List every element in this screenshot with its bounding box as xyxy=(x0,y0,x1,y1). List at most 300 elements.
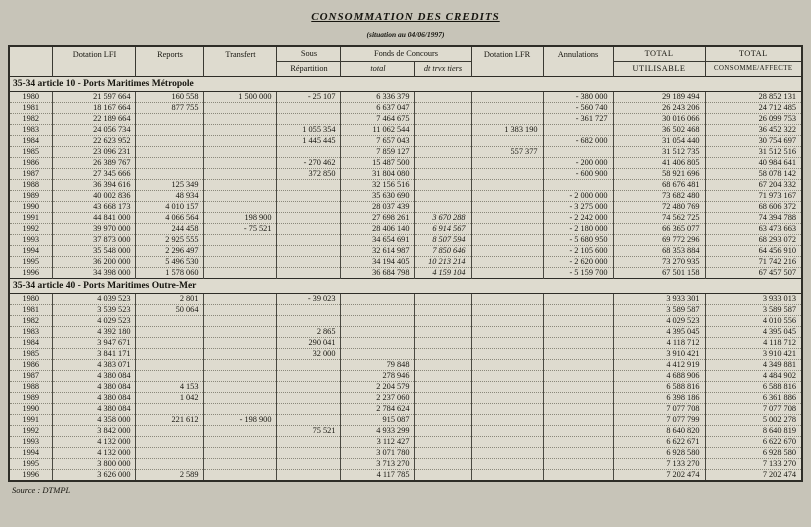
value-cell xyxy=(415,316,471,327)
year-cell: 1985 xyxy=(9,147,53,158)
value-cell xyxy=(136,349,204,360)
value-cell: 4 039 523 xyxy=(53,294,136,305)
value-cell xyxy=(277,316,341,327)
value-cell xyxy=(415,470,471,482)
value-cell: - 198 900 xyxy=(204,415,277,426)
value-cell xyxy=(277,180,341,191)
value-cell xyxy=(543,437,613,448)
value-cell xyxy=(277,257,341,268)
value-cell: 36 684 798 xyxy=(341,268,415,279)
value-cell xyxy=(136,360,204,371)
table-body xyxy=(9,77,802,482)
value-cell xyxy=(471,202,543,213)
value-cell: 79 848 xyxy=(341,360,415,371)
table-row xyxy=(9,360,802,371)
value-cell: 7 202 474 xyxy=(705,470,802,482)
value-cell xyxy=(204,470,277,482)
value-cell xyxy=(277,202,341,213)
value-cell xyxy=(471,305,543,316)
year-cell: 1992 xyxy=(9,426,53,437)
value-cell xyxy=(471,191,543,202)
value-cell xyxy=(415,202,471,213)
year-cell: 1993 xyxy=(9,235,53,246)
value-cell: - 2 105 600 xyxy=(543,246,613,257)
value-cell: 2 204 579 xyxy=(341,382,415,393)
table-row xyxy=(9,92,802,103)
value-cell xyxy=(204,371,277,382)
value-cell xyxy=(341,338,415,349)
value-cell xyxy=(415,360,471,371)
value-cell xyxy=(415,103,471,114)
value-cell: 5 496 530 xyxy=(136,257,204,268)
value-cell: 4 933 299 xyxy=(341,426,415,437)
year-cell: 1992 xyxy=(9,224,53,235)
value-cell: 4 380 084 xyxy=(53,393,136,404)
value-cell xyxy=(415,393,471,404)
value-cell xyxy=(204,235,277,246)
value-cell: 36 502 468 xyxy=(613,125,705,136)
value-cell: 7 657 043 xyxy=(341,136,415,147)
value-cell xyxy=(277,404,341,415)
value-cell xyxy=(277,382,341,393)
value-cell: 64 456 910 xyxy=(705,246,802,257)
value-cell: 23 096 231 xyxy=(53,147,136,158)
table-row xyxy=(9,246,802,257)
section-header-row xyxy=(9,77,802,92)
value-cell xyxy=(415,191,471,202)
value-cell: 3 071 780 xyxy=(341,448,415,459)
value-cell xyxy=(471,268,543,279)
value-cell xyxy=(415,125,471,136)
value-cell xyxy=(204,338,277,349)
value-cell: 31 054 440 xyxy=(613,136,705,147)
year-cell: 1988 xyxy=(9,180,53,191)
table-row xyxy=(9,305,802,316)
value-cell: 4 066 564 xyxy=(136,213,204,224)
value-cell xyxy=(136,158,204,169)
value-cell xyxy=(341,316,415,327)
value-cell xyxy=(415,459,471,470)
value-cell xyxy=(471,169,543,180)
value-cell xyxy=(471,316,543,327)
value-cell: 3 842 000 xyxy=(53,426,136,437)
year-cell: 1980 xyxy=(9,92,53,103)
value-cell xyxy=(471,92,543,103)
value-cell xyxy=(471,103,543,114)
value-cell xyxy=(204,114,277,125)
value-cell xyxy=(471,327,543,338)
value-cell: 4 117 785 xyxy=(341,470,415,482)
value-cell: 31 512 735 xyxy=(613,147,705,158)
value-cell xyxy=(341,327,415,338)
value-cell: 1 383 190 xyxy=(471,125,543,136)
value-cell: 6 336 379 xyxy=(341,92,415,103)
value-cell: 6 622 670 xyxy=(705,437,802,448)
value-cell: 72 480 769 xyxy=(613,202,705,213)
value-cell xyxy=(277,114,341,125)
table-row xyxy=(9,437,802,448)
table-row xyxy=(9,371,802,382)
value-cell xyxy=(415,426,471,437)
value-cell: 37 873 000 xyxy=(53,235,136,246)
value-cell xyxy=(204,246,277,257)
value-cell: 7 077 799 xyxy=(613,415,705,426)
value-cell xyxy=(204,268,277,279)
value-cell: 221 612 xyxy=(136,415,204,426)
value-cell xyxy=(277,437,341,448)
value-cell: 6 361 886 xyxy=(705,393,802,404)
value-cell: 1 042 xyxy=(136,393,204,404)
year-cell: 1986 xyxy=(9,360,53,371)
value-cell xyxy=(471,180,543,191)
value-cell: 32 614 987 xyxy=(341,246,415,257)
value-cell: - 3 275 000 xyxy=(543,202,613,213)
value-cell xyxy=(204,393,277,404)
table-row xyxy=(9,114,802,125)
year-cell: 1981 xyxy=(9,305,53,316)
value-cell xyxy=(471,136,543,147)
value-cell xyxy=(136,338,204,349)
value-cell: 32 156 516 xyxy=(341,180,415,191)
value-cell: 3 910 421 xyxy=(613,349,705,360)
value-cell xyxy=(543,305,613,316)
value-cell: 39 970 000 xyxy=(53,224,136,235)
year-cell: 1980 xyxy=(9,294,53,305)
value-cell: 3 589 587 xyxy=(705,305,802,316)
header-dotation-lfr: Dotation LFR xyxy=(471,46,543,77)
value-cell: - 682 000 xyxy=(543,136,613,147)
year-cell: 1991 xyxy=(9,415,53,426)
value-cell: 3 933 013 xyxy=(705,294,802,305)
value-cell xyxy=(415,448,471,459)
value-cell: 67 501 158 xyxy=(613,268,705,279)
value-cell: 6 914 567 xyxy=(415,224,471,235)
value-cell xyxy=(277,235,341,246)
table-row xyxy=(9,268,802,279)
value-cell xyxy=(204,169,277,180)
table-row xyxy=(9,294,802,305)
year-cell: 1983 xyxy=(9,125,53,136)
value-cell xyxy=(471,235,543,246)
value-cell: 32 000 xyxy=(277,349,341,360)
value-cell xyxy=(543,360,613,371)
value-cell xyxy=(471,349,543,360)
value-cell xyxy=(543,382,613,393)
value-cell xyxy=(543,404,613,415)
value-cell xyxy=(415,136,471,147)
value-cell: 34 194 405 xyxy=(341,257,415,268)
value-cell xyxy=(543,415,613,426)
value-cell: 6 588 816 xyxy=(613,382,705,393)
value-cell: 3 947 671 xyxy=(53,338,136,349)
value-cell: 557 377 xyxy=(471,147,543,158)
year-cell: 1986 xyxy=(9,158,53,169)
value-cell xyxy=(136,125,204,136)
value-cell: 278 946 xyxy=(341,371,415,382)
year-cell: 1991 xyxy=(9,213,53,224)
value-cell: 4 484 902 xyxy=(705,371,802,382)
value-cell xyxy=(277,448,341,459)
value-cell xyxy=(136,448,204,459)
value-cell xyxy=(415,114,471,125)
value-cell xyxy=(277,246,341,257)
value-cell xyxy=(277,459,341,470)
value-cell: 7 202 474 xyxy=(613,470,705,482)
value-cell: 2 589 xyxy=(136,470,204,482)
year-cell: 1985 xyxy=(9,349,53,360)
value-cell xyxy=(415,371,471,382)
table-row xyxy=(9,470,802,482)
value-cell: - 25 107 xyxy=(277,92,341,103)
value-cell: 3 112 427 xyxy=(341,437,415,448)
header-total-utilisable-top: TOTAL xyxy=(613,46,705,62)
value-cell: 2 784 624 xyxy=(341,404,415,415)
value-cell xyxy=(543,470,613,482)
document-subtitle: (situation au 04/06/1997) xyxy=(366,30,445,39)
section-header-row xyxy=(9,279,802,294)
value-cell: 244 458 xyxy=(136,224,204,235)
year-cell: 1989 xyxy=(9,393,53,404)
value-cell xyxy=(543,448,613,459)
value-cell: 4 688 906 xyxy=(613,371,705,382)
table-row xyxy=(9,136,802,147)
value-cell xyxy=(471,338,543,349)
table-row xyxy=(9,125,802,136)
value-cell: 4 380 084 xyxy=(53,382,136,393)
table-row xyxy=(9,213,802,224)
value-cell xyxy=(471,371,543,382)
value-cell: - 2 242 000 xyxy=(543,213,613,224)
value-cell xyxy=(277,213,341,224)
value-cell xyxy=(415,382,471,393)
value-cell xyxy=(277,268,341,279)
table-row xyxy=(9,180,802,191)
value-cell xyxy=(471,294,543,305)
table-row xyxy=(9,224,802,235)
year-cell: 1996 xyxy=(9,470,53,482)
value-cell: 68 293 072 xyxy=(705,235,802,246)
table-row xyxy=(9,459,802,470)
year-cell: 1982 xyxy=(9,316,53,327)
value-cell xyxy=(136,147,204,158)
value-cell xyxy=(204,191,277,202)
value-cell xyxy=(415,92,471,103)
value-cell xyxy=(415,404,471,415)
value-cell: 74 562 725 xyxy=(613,213,705,224)
value-cell xyxy=(277,360,341,371)
value-cell: 4 383 071 xyxy=(53,360,136,371)
value-cell xyxy=(204,136,277,147)
value-cell: 2 801 xyxy=(136,294,204,305)
value-cell: 3 589 587 xyxy=(613,305,705,316)
value-cell: 6 637 047 xyxy=(341,103,415,114)
value-cell: 44 841 000 xyxy=(53,213,136,224)
value-cell: 4 029 523 xyxy=(53,316,136,327)
value-cell: 8 507 594 xyxy=(415,235,471,246)
year-cell: 1984 xyxy=(9,338,53,349)
value-cell: 7 133 270 xyxy=(705,459,802,470)
value-cell xyxy=(204,459,277,470)
value-cell xyxy=(543,316,613,327)
value-cell: - 5 159 700 xyxy=(543,268,613,279)
value-cell xyxy=(204,103,277,114)
value-cell: 160 558 xyxy=(136,92,204,103)
value-cell: 4 395 045 xyxy=(613,327,705,338)
table-row xyxy=(9,327,802,338)
value-cell: 40 984 641 xyxy=(705,158,802,169)
value-cell: 31 512 516 xyxy=(705,147,802,158)
value-cell: 4 118 712 xyxy=(705,338,802,349)
value-cell: 34 654 691 xyxy=(341,235,415,246)
value-cell: 290 041 xyxy=(277,338,341,349)
header-total-consomme-top: TOTAL xyxy=(705,46,802,62)
document-title-text: CONSOMMATION DES CREDITS xyxy=(311,11,500,23)
year-cell: 1987 xyxy=(9,169,53,180)
value-cell: 24 056 734 xyxy=(53,125,136,136)
value-cell: 26 389 767 xyxy=(53,158,136,169)
value-cell xyxy=(415,147,471,158)
value-cell: 4 392 180 xyxy=(53,327,136,338)
value-cell: 50 064 xyxy=(136,305,204,316)
value-cell: 7 859 127 xyxy=(341,147,415,158)
value-cell: 3 626 000 xyxy=(53,470,136,482)
value-cell: 4 132 000 xyxy=(53,437,136,448)
value-cell: - 361 727 xyxy=(543,114,613,125)
table-row xyxy=(9,349,802,360)
value-cell xyxy=(543,349,613,360)
value-cell: 66 365 077 xyxy=(613,224,705,235)
value-cell: 3 910 421 xyxy=(705,349,802,360)
value-cell: - 2 000 000 xyxy=(543,191,613,202)
value-cell xyxy=(415,294,471,305)
value-cell: 75 521 xyxy=(277,426,341,437)
table-row xyxy=(9,191,802,202)
table-row xyxy=(9,338,802,349)
value-cell: 8 640 820 xyxy=(613,426,705,437)
value-cell: 2 925 555 xyxy=(136,235,204,246)
value-cell: 4 349 881 xyxy=(705,360,802,371)
value-cell: - 600 900 xyxy=(543,169,613,180)
section-title: 35-34 article 10 - Ports Maritimes Métropole xyxy=(9,77,802,92)
value-cell: 68 606 372 xyxy=(705,202,802,213)
value-cell xyxy=(136,426,204,437)
year-cell: 1989 xyxy=(9,191,53,202)
table-row xyxy=(9,103,802,114)
value-cell: 68 676 481 xyxy=(613,180,705,191)
value-cell: 35 548 000 xyxy=(53,246,136,257)
header-total-utilisable-bottom: UTILISABLE xyxy=(613,62,705,77)
value-cell: 74 394 788 xyxy=(705,213,802,224)
value-cell: - 5 680 950 xyxy=(543,235,613,246)
header-fdc-total: total xyxy=(341,62,415,77)
value-cell xyxy=(136,327,204,338)
value-cell: - 380 000 xyxy=(543,92,613,103)
table-row xyxy=(9,393,802,404)
header-total-consomme-bottom: CONSOMME/AFFECTE xyxy=(705,62,802,77)
value-cell xyxy=(136,316,204,327)
value-cell xyxy=(204,404,277,415)
value-cell: 4 380 084 xyxy=(53,371,136,382)
table-header xyxy=(9,46,802,77)
value-cell: - 270 462 xyxy=(277,158,341,169)
year-cell: 1990 xyxy=(9,202,53,213)
value-cell: 5 002 278 xyxy=(705,415,802,426)
value-cell: 73 270 935 xyxy=(613,257,705,268)
value-cell xyxy=(204,158,277,169)
value-cell: 28 037 439 xyxy=(341,202,415,213)
value-cell xyxy=(543,371,613,382)
value-cell xyxy=(471,158,543,169)
value-cell: 3 713 270 xyxy=(341,459,415,470)
value-cell xyxy=(471,459,543,470)
value-cell xyxy=(471,360,543,371)
value-cell: 24 712 485 xyxy=(705,103,802,114)
value-cell: 29 189 494 xyxy=(613,92,705,103)
value-cell xyxy=(277,371,341,382)
header-row-1 xyxy=(9,46,802,62)
value-cell: 15 487 500 xyxy=(341,158,415,169)
value-cell: 36 452 322 xyxy=(705,125,802,136)
table-row xyxy=(9,426,802,437)
value-cell: 7 077 708 xyxy=(613,404,705,415)
value-cell: 11 062 544 xyxy=(341,125,415,136)
value-cell xyxy=(277,147,341,158)
value-cell xyxy=(471,224,543,235)
value-cell: 4 395 045 xyxy=(705,327,802,338)
value-cell: 7 077 708 xyxy=(705,404,802,415)
value-cell: 1 500 000 xyxy=(204,92,277,103)
value-cell xyxy=(471,246,543,257)
value-cell: 40 002 836 xyxy=(53,191,136,202)
header-fonds-de-concours: Fonds de Concours xyxy=(341,46,471,62)
value-cell xyxy=(341,349,415,360)
value-cell: - 560 740 xyxy=(543,103,613,114)
table-row xyxy=(9,404,802,415)
header-repartition: Répartition xyxy=(277,62,341,77)
value-cell xyxy=(277,470,341,482)
value-cell xyxy=(543,294,613,305)
value-cell xyxy=(204,305,277,316)
year-cell: 1995 xyxy=(9,459,53,470)
value-cell xyxy=(415,305,471,316)
value-cell xyxy=(204,437,277,448)
value-cell: 67 204 332 xyxy=(705,180,802,191)
value-cell xyxy=(471,470,543,482)
value-cell: 67 457 507 xyxy=(705,268,802,279)
value-cell: 1 578 060 xyxy=(136,268,204,279)
value-cell xyxy=(204,147,277,158)
value-cell xyxy=(204,349,277,360)
value-cell xyxy=(471,415,543,426)
value-cell: 198 900 xyxy=(204,213,277,224)
header-year xyxy=(9,46,53,77)
value-cell xyxy=(204,360,277,371)
value-cell: 3 539 523 xyxy=(53,305,136,316)
value-cell xyxy=(277,305,341,316)
value-cell: 28 852 131 xyxy=(705,92,802,103)
value-cell: 73 682 480 xyxy=(613,191,705,202)
value-cell xyxy=(415,349,471,360)
value-cell: 877 755 xyxy=(136,103,204,114)
value-cell xyxy=(543,147,613,158)
value-cell xyxy=(204,448,277,459)
value-cell xyxy=(415,169,471,180)
year-cell: 1981 xyxy=(9,103,53,114)
value-cell xyxy=(204,257,277,268)
value-cell xyxy=(471,114,543,125)
value-cell xyxy=(204,426,277,437)
value-cell xyxy=(471,257,543,268)
